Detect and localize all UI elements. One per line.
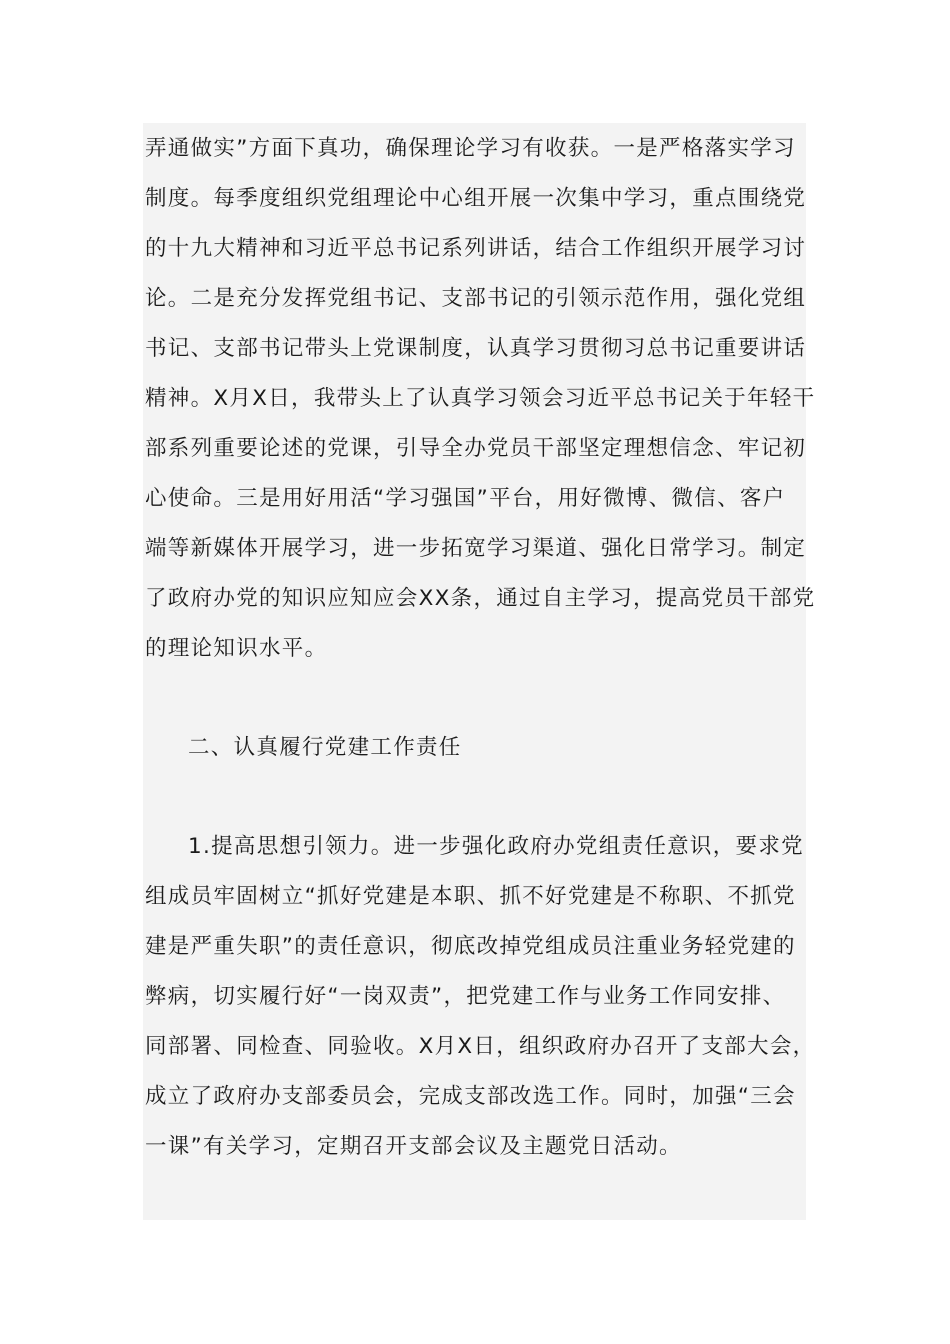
- paragraph-line: 同部署、同检查、同验收。X月X日，组织政府办召开了支部大会，: [145, 1034, 816, 1059]
- paragraph-line: 了政府办党的知识应知应会XX条，通过自主学习，提高党员干部党: [145, 586, 816, 611]
- section-heading: 二、认真履行党建工作责任: [188, 735, 462, 760]
- paragraph-line: 一课”有关学习，定期召开支部会议及主题党日活动。: [145, 1134, 682, 1159]
- paragraph-line: 1.提高思想引领力。进一步强化政府办党组责任意识，要求党: [188, 834, 804, 859]
- paragraph-line: 精神。X月X日，我带头上了认真学习领会习近平总书记关于年轻干: [145, 386, 816, 411]
- paragraph-line: 成立了政府办支部委员会，完成支部改选工作。同时，加强“三会: [145, 1084, 796, 1109]
- paragraph-line: 的理论知识水平。: [145, 636, 328, 661]
- paragraph-line: 端等新媒体开展学习，进一步拓宽学习渠道、强化日常学习。制定: [145, 536, 807, 561]
- paragraph-line: 部系列重要论述的党课，引导全办党员干部坚定理想信念、牢记初: [145, 436, 807, 461]
- paragraph-line: 组成员牢固树立“抓好党建是本职、抓不好党建是不称职、不抓党: [145, 884, 796, 909]
- paragraph-line: 书记、支部书记带头上党课制度，认真学习贯彻习总书记重要讲话: [145, 336, 807, 361]
- paragraph-line: 论。二是充分发挥党组书记、支部书记的引领示范作用，强化党组: [145, 286, 807, 311]
- paragraph-line: 的十九大精神和习近平总书记系列讲话，结合工作组织开展学习讨: [145, 236, 807, 261]
- paragraph-line: 建是严重失职”的责任意识，彻底改掉党组成员注重业务轻党建的: [145, 934, 796, 959]
- paragraph-line: 弄通做实”方面下真功，确保理论学习有收获。一是严格落实学习: [145, 136, 796, 161]
- paragraph-line: 弊病，切实履行好“一岗双责”，把党建工作与业务工作同安排、: [145, 984, 786, 1009]
- paragraph-line: 心使命。三是用好用活“学习强国”平台，用好微博、微信、客户: [145, 486, 786, 511]
- paragraph-line: 制度。每季度组织党组理论中心组开展一次集中学习，重点围绕党: [145, 186, 807, 211]
